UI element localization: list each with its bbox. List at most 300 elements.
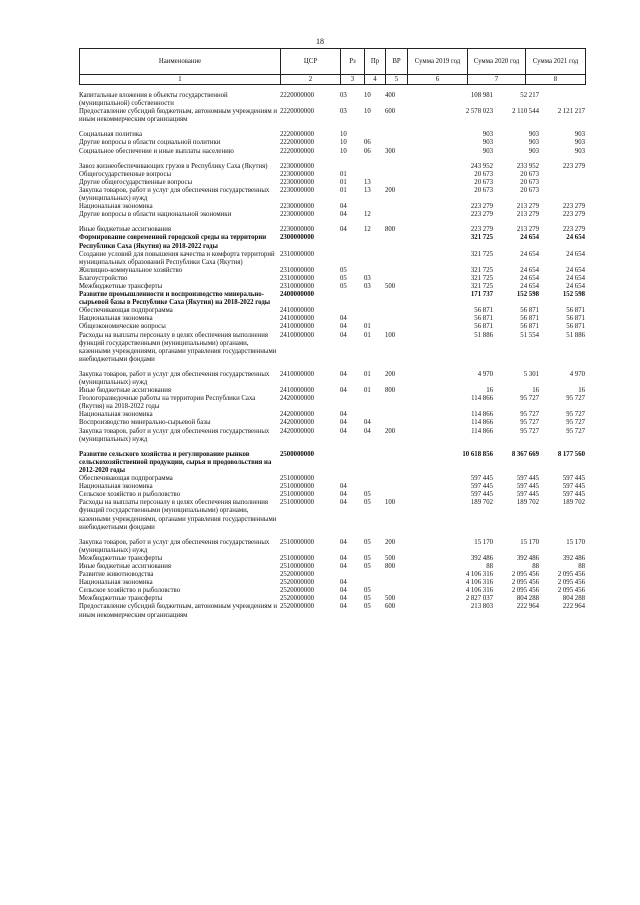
csr-cell: 2410000000 — [280, 323, 314, 331]
csr-cell: 2410000000 — [280, 331, 314, 339]
subsection-cell: 13 — [364, 178, 371, 186]
row-spacer — [79, 124, 585, 131]
csr-cell: 2220000000 — [280, 131, 314, 139]
sum-2020-cell: 24 654 — [520, 250, 539, 258]
table-row — [79, 451, 585, 475]
row-name: Расходы на выплаты персоналу в целях обеспечения выполнения функций государственными (муниципальными) органами, казенными учреждениями, органами управления государственными внебюджетными фондами — [79, 331, 277, 363]
section-cell: 04 — [340, 323, 347, 331]
row-name: Предоставление субсидий бюджетным, автономным учреждениям и иным некоммерческим организациям — [79, 108, 277, 124]
sum-2021-cell: 597 445 — [562, 475, 585, 483]
sum-2019-cell: 223 279 — [470, 211, 493, 219]
sum-2020-cell: 392 486 — [516, 554, 539, 562]
expense-type-cell: 100 — [385, 331, 396, 339]
row-name: Благоустройство — [79, 274, 128, 282]
subsection-cell: 01 — [364, 331, 371, 339]
table-row — [79, 283, 585, 291]
sum-2020-cell: 222 964 — [516, 603, 539, 611]
table-row — [79, 163, 585, 171]
section-cell: 04 — [340, 419, 347, 427]
sum-2019-cell: 597 445 — [470, 491, 493, 499]
csr-cell: 2230000000 — [280, 162, 314, 170]
csr-cell: 2220000000 — [280, 139, 314, 147]
table-row — [79, 323, 585, 331]
sum-2019-cell: 597 445 — [470, 483, 493, 491]
section-cell: 04 — [340, 331, 347, 339]
row-name: Закупка товаров, работ и услуг для обеспечения государственных (муниципальных) нужд — [79, 427, 270, 443]
subsection-cell: 13 — [364, 186, 371, 194]
csr-cell: 2510000000 — [280, 562, 314, 570]
table-row — [79, 571, 585, 579]
section-cell: 04 — [340, 538, 347, 546]
sum-2020-cell: 233 952 — [516, 162, 539, 170]
sum-2019-cell: 114 866 — [471, 419, 493, 427]
sum-2020-cell: 8 367 669 — [511, 450, 539, 458]
subsection-cell: 01 — [364, 387, 371, 395]
sum-2021-cell: 56 871 — [566, 323, 585, 331]
sum-2019-cell: 16 — [486, 387, 493, 395]
row-spacer — [79, 532, 585, 539]
section-cell: 04 — [340, 226, 347, 234]
row-name: Общегосударственные вопросы — [79, 170, 172, 178]
sum-2019-cell: 223 279 — [470, 226, 493, 234]
sum-2019-cell: 243 952 — [470, 162, 493, 170]
sum-2020-cell: 56 871 — [520, 307, 539, 315]
table-row — [79, 226, 585, 234]
row-name: Капитальные вложения в объекты государственной (муниципальной) собственности — [79, 92, 228, 108]
table-row — [79, 475, 585, 483]
csr-cell: 2410000000 — [280, 315, 314, 323]
csr-cell: 2520000000 — [280, 587, 314, 595]
expense-type-cell: 200 — [385, 427, 396, 435]
expense-type-cell: 100 — [385, 499, 396, 507]
section-cell: 10 — [340, 139, 347, 147]
row-name: Национальная экономика — [79, 483, 153, 491]
row-name: Другие общегосударственные вопросы — [79, 178, 193, 186]
csr-cell: 2510000000 — [280, 499, 314, 507]
subsection-cell: 05 — [364, 603, 371, 611]
sum-2019-cell: 597 445 — [470, 475, 493, 483]
expense-type-cell: 500 — [385, 595, 396, 603]
sum-2019-cell: 223 279 — [470, 203, 493, 211]
sum-2020-cell: 51 554 — [520, 331, 539, 339]
sum-2020-cell: 56 871 — [520, 323, 539, 331]
section-cell: 04 — [340, 387, 347, 395]
sum-2021-cell: 56 871 — [566, 307, 585, 315]
section-cell: 03 — [340, 92, 347, 99]
section-cell: 04 — [340, 595, 347, 603]
subsection-cell: 05 — [364, 562, 371, 570]
subsection-cell: 10 — [364, 92, 371, 99]
table-row — [79, 275, 585, 283]
sum-2019-cell: 4 970 — [477, 370, 493, 378]
expense-type-cell: 400 — [385, 92, 396, 99]
sum-2019-cell: 903 — [482, 139, 493, 147]
sum-2021-cell: 903 — [574, 131, 585, 139]
sum-2019-cell: 903 — [482, 131, 493, 139]
col-number: 4 — [365, 75, 386, 85]
expense-type-cell: 200 — [385, 186, 396, 194]
sum-2020-cell: 903 — [528, 147, 539, 155]
table-row — [79, 595, 585, 603]
col-name-header: Наименование — [80, 49, 281, 75]
col-vr-header: ВР — [386, 49, 408, 75]
sum-2019-cell: 56 871 — [474, 323, 493, 331]
csr-cell: 2300000000 — [280, 234, 314, 242]
col-number: 3 — [341, 75, 365, 85]
row-name: Национальная экономика — [79, 411, 153, 419]
sum-2019-cell: 20 673 — [474, 186, 493, 194]
table-row — [79, 563, 585, 571]
csr-cell: 2520000000 — [280, 571, 314, 579]
row-name: Межбюджетные трансферты — [79, 595, 163, 603]
expense-type-cell: 500 — [385, 282, 396, 290]
csr-cell: 2230000000 — [280, 226, 314, 234]
sum-2021-cell: 56 871 — [566, 315, 585, 323]
sum-2021-cell: 223 279 — [562, 211, 585, 219]
sum-2021-cell: 95 727 — [566, 419, 585, 427]
sum-2020-cell: 95 727 — [520, 427, 539, 435]
sum-2019-cell: 10 618 856 — [462, 450, 493, 458]
csr-cell: 2310000000 — [280, 282, 314, 290]
subsection-cell: 01 — [364, 323, 371, 331]
sum-2021-cell: 24 654 — [566, 266, 585, 274]
row-name: Расходы на выплаты персоналу в целях обеспечения выполнения функций государственными (муниципальными) органами, казенными учреждениями, органами управления государственными внебюджетными фондами — [79, 499, 277, 531]
expense-type-cell: 800 — [385, 226, 396, 234]
subsection-cell: 10 — [364, 108, 371, 116]
sum-2021-cell: 15 170 — [566, 538, 585, 546]
table-row — [79, 187, 585, 203]
table-row — [79, 267, 585, 275]
table-row — [79, 307, 585, 315]
sum-2021-cell: 903 — [574, 139, 585, 147]
expense-type-cell: 500 — [385, 554, 396, 562]
section-cell: 04 — [340, 491, 347, 499]
col-number: 2 — [281, 75, 341, 85]
csr-cell: 2510000000 — [280, 475, 314, 483]
sum-2019-cell: 2 827 037 — [465, 595, 493, 603]
table-row — [79, 603, 585, 619]
sum-2021-cell: 24 654 — [566, 282, 585, 290]
section-cell: 04 — [340, 554, 347, 562]
csr-cell: 2410000000 — [280, 307, 314, 315]
section-cell: 01 — [340, 170, 347, 178]
sum-2019-cell: 20 673 — [474, 170, 493, 178]
expense-type-cell: 800 — [385, 387, 396, 395]
col-number: 6 — [408, 75, 468, 85]
row-name: Сельское хозяйство и рыболовство — [79, 587, 181, 595]
expense-type-cell: 200 — [385, 538, 396, 546]
subsection-cell: 01 — [364, 370, 371, 378]
csr-cell: 2310000000 — [280, 274, 314, 282]
sum-2021-cell: 88 — [578, 562, 585, 570]
col-csr-header: ЦСР — [281, 49, 341, 75]
sum-2019-cell: 56 871 — [474, 315, 493, 323]
row-name: Формирование современной городской среды на территории Республики Саха (Якутия) на 2018-2022 годы — [79, 234, 267, 250]
csr-cell: 2420000000 — [280, 427, 314, 435]
row-name: Общеэкономические вопросы — [79, 323, 166, 331]
sum-2019-cell: 171 737 — [470, 291, 493, 299]
row-name: Социальное обеспечение и иные выплаты населению — [79, 147, 234, 155]
subsection-cell: 12 — [364, 226, 371, 234]
subsection-cell: 03 — [364, 274, 371, 282]
sum-2021-cell: 189 702 — [562, 499, 585, 507]
sum-2019-cell: 15 170 — [474, 538, 493, 546]
section-cell: 04 — [340, 483, 347, 491]
col-sum2020-header: Сумма 2020 год — [468, 49, 526, 75]
row-spacer — [79, 444, 585, 451]
col-number: 7 — [468, 75, 526, 85]
sum-2021-cell: 597 445 — [562, 491, 585, 499]
expense-type-cell: 200 — [385, 370, 396, 378]
csr-cell: 2230000000 — [280, 203, 314, 211]
sum-2020-cell: 88 — [532, 562, 539, 570]
sum-2020-cell: 56 871 — [520, 315, 539, 323]
row-name: Национальная экономика — [79, 579, 153, 587]
expense-type-cell: 800 — [385, 562, 396, 570]
section-cell: 01 — [340, 178, 347, 186]
expense-type-cell: 600 — [385, 603, 396, 611]
sum-2021-cell: 804 288 — [562, 595, 585, 603]
table-row — [79, 203, 585, 211]
section-cell: 03 — [340, 108, 347, 116]
row-name: Создание условий для повышения качества и комфорта территорий муниципальных образований Республики Саха (Якутия) — [79, 250, 275, 266]
csr-cell: 2400000000 — [280, 291, 314, 299]
sum-2021-cell: 16 — [578, 387, 585, 395]
section-cell: 04 — [340, 411, 347, 419]
sum-2021-cell: 95 727 — [566, 395, 585, 403]
section-cell: 04 — [340, 203, 347, 211]
subsection-cell: 05 — [364, 554, 371, 562]
section-cell: 10 — [340, 147, 347, 155]
csr-cell: 2510000000 — [280, 538, 314, 546]
section-cell: 04 — [340, 603, 347, 611]
section-cell: 04 — [340, 587, 347, 595]
sum-2019-cell: 51 886 — [474, 331, 493, 339]
csr-cell: 2510000000 — [280, 483, 314, 491]
sum-2019-cell: 392 486 — [470, 554, 493, 562]
csr-cell: 2220000000 — [280, 92, 314, 99]
csr-cell: 2310000000 — [280, 250, 314, 258]
csr-cell: 2520000000 — [280, 603, 314, 611]
table-row — [79, 428, 585, 444]
table-row — [79, 315, 585, 323]
csr-cell: 2230000000 — [280, 178, 314, 186]
row-name: Другие вопросы в области национальной экономики — [79, 211, 232, 219]
sum-2019-cell: 2 578 023 — [465, 108, 493, 116]
subsection-cell: 03 — [364, 282, 371, 290]
subsection-cell: 06 — [364, 139, 371, 147]
sum-2020-cell: 2 095 456 — [511, 587, 539, 595]
sum-2019-cell: 88 — [486, 562, 493, 570]
sum-2020-cell: 213 279 — [516, 226, 539, 234]
row-name: Обеспечивающая подпрограмма — [79, 307, 173, 315]
table-row — [79, 139, 585, 147]
subsection-cell: 05 — [364, 595, 371, 603]
section-cell: 04 — [340, 315, 347, 323]
table-row — [79, 371, 585, 387]
sum-2020-cell: 597 445 — [516, 475, 539, 483]
table-header — [79, 48, 586, 85]
row-name: Иные бюджетные ассигнования — [79, 226, 172, 234]
sum-2021-cell: 2 095 456 — [557, 579, 585, 587]
sum-2021-cell: 51 886 — [566, 331, 585, 339]
budget-table-body — [79, 92, 585, 620]
row-name: Воспроизводство минерально-сырьевой базы — [79, 419, 211, 427]
sum-2019-cell: 108 981 — [470, 92, 493, 99]
sum-2021-cell: 4 970 — [569, 370, 585, 378]
sum-2021-cell: 223 279 — [562, 162, 585, 170]
row-name: Социальная политика — [79, 131, 143, 139]
sum-2021-cell: 2 095 456 — [557, 587, 585, 595]
section-cell: 05 — [340, 282, 347, 290]
csr-cell: 2420000000 — [280, 419, 314, 427]
table-row — [79, 587, 585, 595]
sum-2021-cell: 223 279 — [562, 226, 585, 234]
col-number: 5 — [386, 75, 408, 85]
row-name: Межбюджетные трансферты — [79, 554, 163, 562]
row-name: Развитие животноводства — [79, 571, 154, 579]
table-row — [79, 92, 585, 108]
sum-2021-cell: 222 964 — [562, 603, 585, 611]
sum-2019-cell: 903 — [482, 147, 493, 155]
row-spacer — [79, 219, 585, 226]
csr-cell: 2420000000 — [280, 411, 314, 419]
row-name: Завоз жизнеобеспечивающих грузов в Республику Саха (Якутия) — [79, 162, 268, 170]
row-name: Национальная экономика — [79, 203, 153, 211]
sum-2021-cell: 2 095 456 — [557, 571, 585, 579]
sum-2020-cell: 15 170 — [520, 538, 539, 546]
table-row — [79, 419, 585, 427]
sum-2019-cell: 321 725 — [470, 250, 493, 258]
sum-2019-cell: 20 673 — [474, 178, 493, 186]
sum-2020-cell: 24 654 — [520, 274, 539, 282]
section-cell: 04 — [340, 579, 347, 587]
sum-2021-cell: 392 486 — [562, 554, 585, 562]
col-number: 8 — [526, 75, 586, 85]
table-row — [79, 332, 585, 364]
sum-2021-cell: 223 279 — [562, 203, 585, 211]
row-name: Межбюджетные трансферты — [79, 282, 163, 290]
sum-2020-cell: 24 654 — [520, 266, 539, 274]
table-row — [79, 171, 585, 179]
subsection-cell: 12 — [364, 211, 371, 219]
col-sum2021-header: Сумма 2021 год — [526, 49, 586, 75]
sum-2020-cell: 189 702 — [516, 499, 539, 507]
row-name: Закупка товаров, работ и услуг для обеспечения государственных (муниципальных) нужд — [79, 186, 270, 203]
subsection-cell: 06 — [364, 147, 371, 155]
sum-2021-cell: 24 654 — [566, 234, 585, 242]
table-row — [79, 291, 585, 307]
sum-2019-cell: 321 725 — [470, 274, 493, 282]
table-row — [79, 131, 585, 139]
csr-cell: 2410000000 — [280, 387, 314, 395]
row-name: Другие вопросы в области социальной политики — [79, 139, 221, 147]
sum-2020-cell: 24 654 — [520, 282, 539, 290]
csr-cell: 2230000000 — [280, 186, 314, 194]
sum-2021-cell: 24 654 — [566, 250, 585, 258]
sum-2019-cell: 321 725 — [470, 234, 493, 242]
sum-2020-cell: 24 654 — [520, 234, 539, 242]
section-cell: 05 — [340, 274, 347, 282]
section-cell: 04 — [340, 370, 347, 378]
row-name: Закупка товаров, работ и услуг для обеспечения государственных (муниципальных) нужд — [79, 370, 270, 386]
sum-2019-cell: 114 866 — [471, 411, 493, 419]
sum-2020-cell: 804 288 — [516, 595, 539, 603]
table-row — [79, 395, 585, 411]
sum-2021-cell: 95 727 — [566, 427, 585, 435]
section-cell: 10 — [340, 131, 347, 139]
row-name: Развитие промышленности и воспроизводство минерально-сырьевой базы в Республике Саха (Якутия) на 2018-2022 годы — [79, 291, 271, 307]
sum-2019-cell: 4 106 316 — [465, 571, 493, 579]
table-row — [79, 483, 585, 491]
row-name: Обеспечивающая подпрограмма — [79, 475, 173, 483]
csr-cell: 2230000000 — [280, 170, 314, 178]
sum-2020-cell: 5 301 — [523, 370, 539, 378]
table-row — [79, 555, 585, 563]
table-row — [79, 211, 585, 219]
row-name: Сельское хозяйство и рыболовство — [79, 491, 181, 499]
section-cell: 04 — [340, 499, 347, 507]
subsection-cell: 04 — [364, 419, 371, 427]
sum-2020-cell: 20 673 — [520, 178, 539, 186]
sum-2019-cell: 56 871 — [474, 307, 493, 315]
sum-2020-cell: 95 727 — [520, 395, 539, 403]
col-sum2019-header: Сумма 2019 год — [408, 49, 468, 75]
section-cell: 04 — [340, 562, 347, 570]
sum-2021-cell: 2 121 217 — [557, 108, 585, 116]
sum-2020-cell: 597 445 — [516, 491, 539, 499]
sum-2020-cell: 597 445 — [516, 483, 539, 491]
subsection-cell: 05 — [364, 499, 371, 507]
csr-cell: 2310000000 — [280, 266, 314, 274]
sum-2019-cell: 189 702 — [470, 499, 493, 507]
row-name: Иные бюджетные ассигнования — [79, 387, 172, 395]
sum-2021-cell: 24 654 — [566, 274, 585, 282]
table-row — [79, 251, 585, 267]
sum-2020-cell: 95 727 — [520, 419, 539, 427]
subsection-cell: 04 — [364, 427, 371, 435]
sum-2019-cell: 213 803 — [470, 603, 493, 611]
sum-2020-cell: 213 279 — [516, 203, 539, 211]
sum-2020-cell: 2 095 456 — [511, 579, 539, 587]
subsection-cell: 05 — [364, 587, 371, 595]
sum-2021-cell: 95 727 — [566, 411, 585, 419]
sum-2019-cell: 321 725 — [470, 282, 493, 290]
table-row — [79, 234, 585, 250]
expense-type-cell: 600 — [385, 108, 396, 116]
section-cell: 04 — [340, 427, 347, 435]
sum-2020-cell: 2 095 456 — [511, 571, 539, 579]
section-cell: 04 — [340, 211, 347, 219]
csr-cell: 2420000000 — [280, 395, 314, 403]
sum-2021-cell: 597 445 — [562, 483, 585, 491]
table-row — [79, 148, 585, 156]
sum-2020-cell: 2 110 544 — [512, 108, 539, 116]
row-name: Предоставление субсидий бюджетным, автономным учреждениям и иным некоммерческим организациям — [79, 603, 277, 619]
sum-2021-cell: 903 — [574, 147, 585, 155]
sum-2019-cell: 114 866 — [471, 427, 493, 435]
row-name: Геологоразведочные работы на территории Республики Саха (Якутия) на 2018-2022 годы — [79, 395, 256, 411]
sum-2020-cell: 95 727 — [520, 411, 539, 419]
table-row — [79, 179, 585, 187]
sum-2020-cell: 213 279 — [516, 211, 539, 219]
sum-2019-cell: 114 866 — [471, 395, 493, 403]
csr-cell: 2500000000 — [280, 450, 314, 458]
sum-2020-cell: 152 598 — [516, 291, 539, 299]
table-row — [79, 499, 585, 531]
table-row — [79, 411, 585, 419]
sum-2019-cell: 4 106 316 — [465, 587, 493, 595]
